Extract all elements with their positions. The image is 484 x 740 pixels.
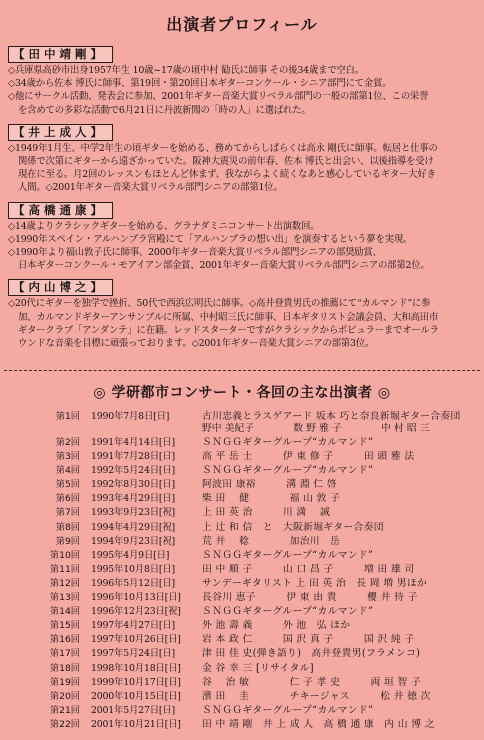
concert-date: 1994年9月23日[祝] (91, 535, 175, 547)
concert-row (0, 647, 484, 661)
concert-date: 1995年4月9日[日] (91, 549, 170, 561)
concert-date: 1997年5月24日[日] (91, 648, 175, 660)
concert-list-title: ◎ 学研都市コンサート・各回の主な出演者 ◎ (93, 385, 391, 401)
concert-number: 第9回 (55, 535, 80, 547)
concert-row (0, 436, 484, 450)
concert-date: 1995年10月8日[日] (91, 563, 175, 575)
concert-row (0, 704, 484, 718)
concert-date: 1997年10月26日[日] (91, 634, 181, 646)
concert-date: 1998年10月18日[日] (91, 662, 181, 674)
concert-number: 第2回 (55, 437, 80, 448)
concert-date: 1992年8月30日[日] (91, 479, 175, 491)
profile-line: ◇14歳よりクラシックギターを始める、グラナダミニコンサート出演数回。 (8, 220, 320, 232)
concert-number: 第10回 (49, 549, 80, 561)
concert-row (0, 563, 484, 577)
concert-number: 第4回 (55, 465, 80, 477)
concert-performers: ＳＮＧＧギターグループ“カルマンド” (202, 437, 374, 448)
concert-date: 1990年7月8日[日] (91, 411, 170, 422)
concert-number: 第5回 (55, 479, 80, 491)
concert-date: 1993年9月23日[祝] (91, 507, 175, 519)
profiles-section (8, 43, 478, 354)
concert-number: 第11回 (49, 563, 80, 575)
concert-performers: 荒 井 稔 加治川 岳 (202, 535, 341, 547)
concert-performers: 長谷川 恵子 伊 東 由 貴 櫻 井 待 子 (202, 592, 418, 604)
concert-performers: 津 田 佳 史(弾き語り) 高井登貴男(フラメンコ) (202, 648, 421, 660)
concert-date: 1996年5月12日[日] (91, 577, 175, 589)
profile-line: ◇他にサークル活動、発表会に参加、2001年ギター音楽大賞リベラル部門の一般の部第1位、この栄誉 (8, 91, 429, 103)
concert-date: 1997年4月27日[日] (91, 620, 175, 632)
concert-number: 第13回 (49, 592, 80, 604)
profile-block (8, 121, 478, 195)
concert-number: 第17回 (49, 648, 80, 660)
concert-date: 2001年10月21日[日] (91, 718, 181, 730)
concert-performers: サンデーギタリスト 上 田 英 治 長 岡 増 男ほか (202, 577, 428, 589)
concert-number: 第20回 (49, 690, 80, 702)
concert-number: 第3回 (55, 451, 80, 463)
page-title: 出演者プロフィール (166, 15, 318, 34)
profile-line: ギタークラブ「アンダンテ」に在籍。レッドスターターですがクラシックからポピュラーまでオールラ (18, 324, 439, 336)
concert-row (0, 521, 484, 535)
profile-name: 【 内 山 博 之 】 (8, 279, 113, 296)
concert-row (0, 619, 484, 633)
concert-row (0, 535, 484, 549)
concert-row (0, 662, 484, 676)
profile-line: 日本ギターコンクール・モアイアン部金賞、2001年ギター音楽大賞リベラル部門シニアの部第2位。 (18, 260, 430, 272)
concert-number: 第1回 (55, 411, 80, 422)
concert-date: 1992年5月24日[日] (91, 465, 175, 477)
concert-date: 1996年10月13日[日] (91, 592, 181, 604)
profile-line: ◇1990年より福山敦子氏に師事、2000年ギター音楽大賞リベラル部門シニアの部奨励賞、 (8, 247, 382, 259)
concert-row (0, 410, 484, 436)
profile-block (8, 199, 478, 273)
concert-date: 1991年7月28日[日] (91, 451, 175, 463)
profile-line: 現在に至る。月2回のレッスンもほとんど休まず、我ながらよく続くなあと感心しているギター大好き (18, 169, 436, 181)
concert-performers: 谷 治 敏 仁 子 孝 史 両 垣 智 子 (202, 676, 422, 688)
profile-line: ◇兵庫県高砂市出身1957年生 10歳~17歳の頃中村 勧氏に師事 その後34歳まで空白。 (8, 65, 364, 76)
concert-performers: 外 池 壽 義 外 池 弘 ほか (202, 620, 351, 632)
concert-row (0, 492, 484, 506)
concert-performers: 柴 田 健 福 山 敦 子 (202, 493, 341, 505)
concert-performers: 田 中 靖 剛 井 上 成 人 高 橋 通 康 内 山 博 之 (202, 718, 435, 730)
concert-date: 1999年10月17日[日] (91, 676, 181, 688)
concert-performers: ＳＮＧＧギターグループ“カルマンド” (202, 606, 374, 618)
concert-performers-line2: 野中 美紀子 数 野 雅 子 中 村 昭 三 (202, 423, 430, 434)
concert-row (0, 450, 484, 464)
profile-line: ウンドな音楽を目標に頑張っております。◇2001年ギター音楽大賞シニアの部第3位。 (18, 338, 375, 350)
profile-line: 加、カルマンドギターアンサンブルに所属、中村昭三氏に師事、日本ギタリスト会議会員、大和高田市 (18, 311, 438, 323)
profile-line: ◇20代にギターを独学で挫折、50代で西浜広明氏に師事。◇高井登貴男氏の推薦にて“カルマンド”に参 (8, 298, 431, 310)
concert-row (0, 464, 484, 478)
profile-name: 【 田 中 靖 剛 】 (8, 46, 113, 63)
concert-row (0, 549, 484, 563)
concert-number: 第18回 (49, 662, 80, 674)
concert-number: 第7回 (55, 507, 80, 519)
concert-performers: 上 辻 和 信 と 大阪新堀ギター合奏団 (202, 521, 384, 533)
concert-list (0, 410, 484, 732)
profile-line: ◇34歳から佐本 博氏に師事、第19回・第20回日本ギターコンクール・シニア部門にて金賞。 (8, 78, 392, 90)
concert-date: 1991年4月14日[日] (91, 437, 175, 448)
concert-date: 1994年4月29日[祝] (91, 521, 175, 533)
profile-line: ◇1949年1月生、中学2年生の頃ギターを始める、務めてからしばらくは高永 剛氏に師事。転居と仕事の (8, 142, 438, 154)
concert-performers: ＳＮＧＧギターグループ“カルマンド” (202, 549, 374, 561)
profile-block (8, 43, 478, 117)
concert-row (0, 506, 484, 520)
concert-row (0, 591, 484, 605)
concert-number: 第22回 (49, 718, 80, 730)
concert-performers: 金 谷 幸 三 [リサイタル] (202, 662, 314, 674)
concert-performers: ＳＮＧＧギターグループ“カルマンド” (202, 704, 374, 716)
concert-row (0, 605, 484, 619)
concert-number: 第6回 (55, 493, 80, 505)
concert-performers: 田 中 順 子 山 口 昌 子 増 田 雄 司 (202, 563, 415, 575)
profile-name: 【 高 橋 通 康 】 (8, 202, 113, 219)
concert-date: 1993年4月29日[日] (91, 493, 175, 505)
concert-number: 第19回 (49, 676, 80, 688)
profile-name: 【 井 上 成 人 】 (8, 124, 113, 141)
dashed-divider (4, 370, 480, 371)
concert-performers: 阿波田 康裕 溝 淵 仁 啓 (202, 479, 337, 491)
concert-row (0, 676, 484, 690)
concert-performers: 上 田 英 治 川 満 誠 (202, 507, 331, 519)
concert-date: 2001年5月27日[日] (91, 704, 175, 716)
concert-row (0, 633, 484, 647)
concert-performers: 古川忠義とラスゲアード 坂本 巧と奈良新堀ギター合奏団 (202, 411, 461, 422)
concert-row (0, 718, 484, 732)
concert-date: 2000年10月15日[日] (91, 690, 181, 702)
concert-number: 第12回 (49, 577, 80, 589)
concert-number: 第8回 (55, 521, 80, 533)
profile-line: 人間。◇2001年ギター音楽大賞リベラル部門シニアの部第1位。 (18, 182, 283, 194)
profile-line: を含めての多彩な活動で6月21日に丹波新聞の「時の人」に選ばれた。 (18, 104, 311, 116)
profile-line: 関係で次第にギターから遠ざかっていた。阪神大震災の前年春、佐本 博氏と出会い、以後指導を受け (18, 156, 434, 168)
concert-number: 第16回 (49, 634, 80, 646)
profile-line: ◇1990年スペイン・アルハンブラ宮殿にて「アルハンブラの想い出」を演奏するという夢を実現。 (8, 233, 413, 245)
profile-block (8, 276, 478, 350)
concert-row (0, 690, 484, 704)
concert-row (0, 478, 484, 492)
concert-performers: ＳＮＧＧギターグループ“カルマンド” (202, 465, 374, 477)
concert-performers: 岩 本 政 仁 国 沢 真 子 国 沢 純 子 (202, 634, 415, 646)
concert-row (0, 577, 484, 591)
concert-date: 1996年12月23日[祝] (91, 606, 181, 618)
concert-number: 第15回 (49, 620, 80, 632)
concert-number: 第14回 (49, 606, 80, 618)
concert-number: 第21回 (49, 704, 80, 716)
concert-performers: 濱 田 圭 チキージャス 松 井 徳 次 (202, 690, 431, 702)
concert-performers: 高 平 岳 士 伊 東 修 子 田 頭 雅 法 (202, 451, 415, 463)
